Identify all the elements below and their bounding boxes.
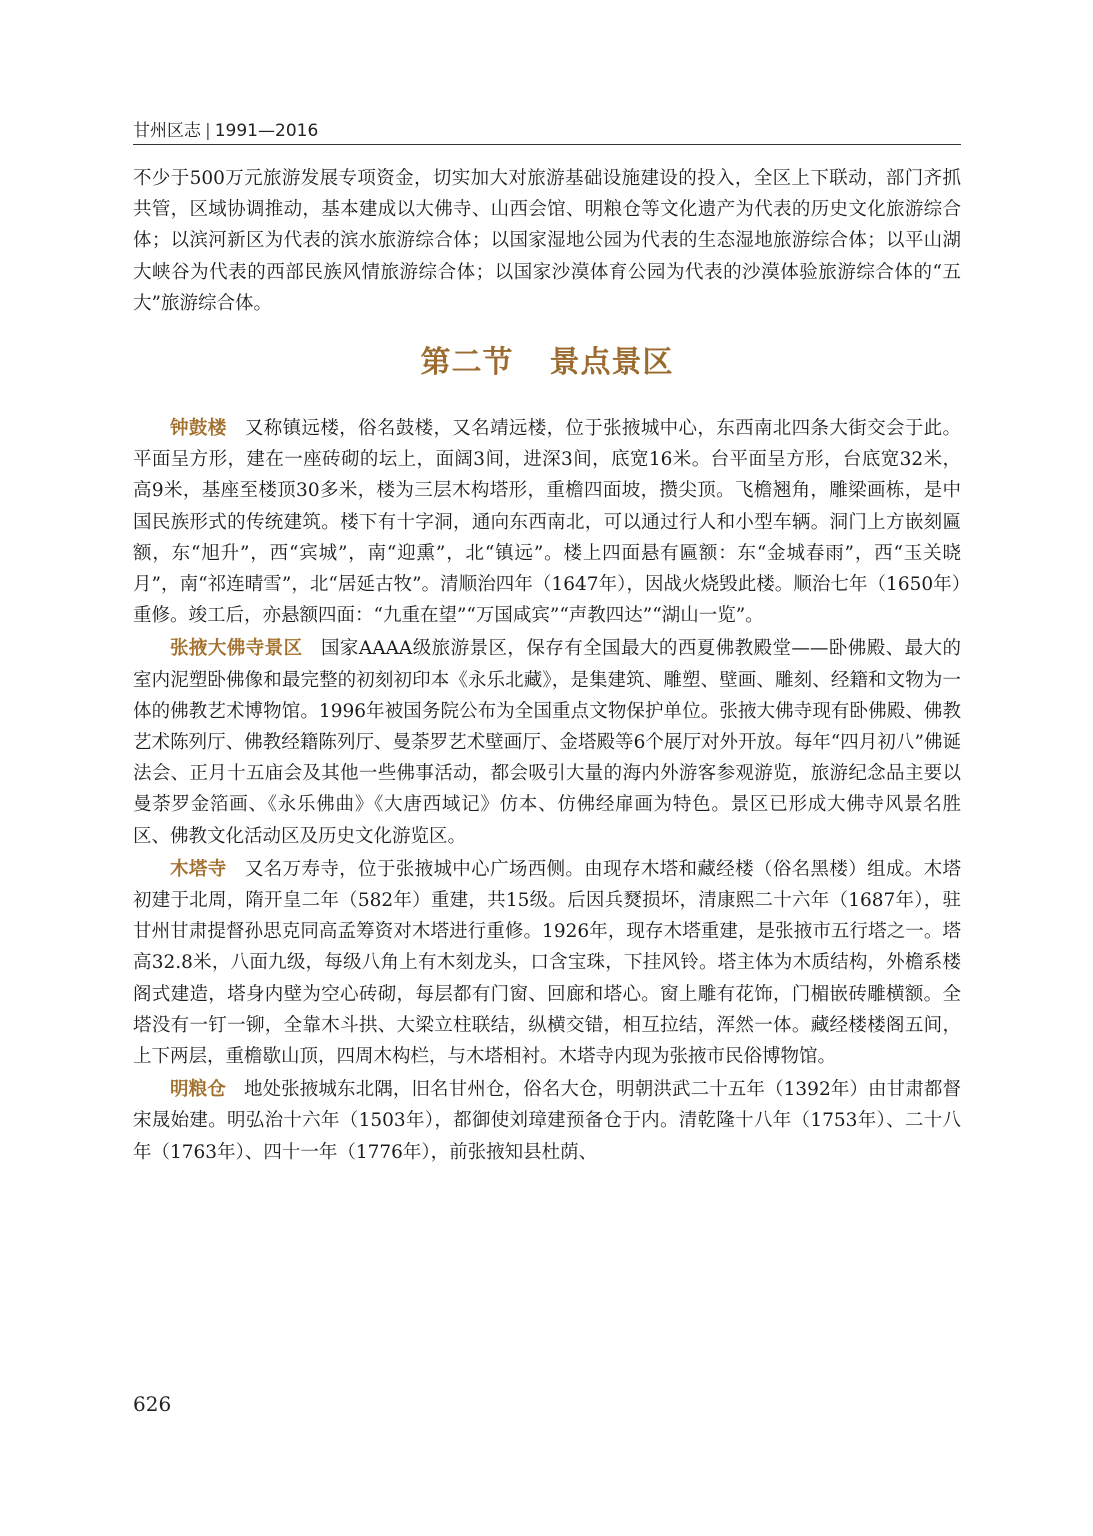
entry-paragraph: [133, 413, 961, 631]
entry-term: 张掖大佛寺景区: [170, 638, 303, 660]
section-name: 景点景区: [549, 345, 674, 381]
header-separator: |: [205, 121, 211, 141]
entry-paragraph: [133, 633, 961, 851]
header-rule: [133, 144, 961, 145]
book-title: 甘州区志: [133, 121, 201, 141]
intro-paragraph: 不少于500万元旅游发展专项资金，切实加大对旅游基础设施建设的投入，全区上下联动，部门齐抓共管，区域协调推动，基本建成以大佛寺、山西会馆、明粮仓等文化遗产为代表的历史文化旅游综合体；以滨河新区为代表的滨水旅游综合体；以国家湿地公园为代表的生态湿地旅游综合体；以平山湖大峡谷为代表的西部民族风情旅游综合体；以国家沙漠体育公园为代表的沙漠体验旅游综合体的“五大”旅游综合体。: [133, 168, 961, 314]
entry-paragraph: [133, 854, 961, 1072]
running-header: [133, 120, 961, 142]
entry-term: 木塔寺: [170, 858, 227, 880]
entry-text: 地处张掖城东北隅，旧名甘州仓，俗名大仓，明朝洪武二十五年（1392年）由甘肃都督宋晟始建。明弘治十六年（1503年），都御使刘璋建预备仓于内。清乾隆十八年（1753年）、二十八年（1763年）、四十一年（1776年），前张掖知县杜荫、: [133, 1079, 961, 1163]
entry-text: 又名万寿寺，位于张掖城中心广场西侧。由现存木塔和藏经楼（俗名黑楼）组成。木塔初建于北周，隋开皇二年（582年）重建，共15级。后因兵燹损坏，清康熙二十六年（1687年），驻甘州甘肃提督孙思克同高孟筹资对木塔进行重修。1926年，现存木塔重建，是张掖市五行塔之一。塔高32.8米，八面九级，每级八角上有木刻龙头，口含宝珠，下挂风铃。塔主体为木质结构，外檐系楼阁式建造，塔身内壁为空心砖砌，每层都有门窗、回廊和塔心。窗上雕有花饰，门楣嵌砖雕横额。全塔没有一钉一铆，全靠木斗拱、大梁立柱联结，纵横交错，相互拉结，浑然一体。藏经楼楼阁五间，上下两层，重檐歇山顶，四周木构栏，与木塔相衬。木塔寺内现为张掖市民俗博物馆。: [133, 858, 961, 1068]
entry-text: 国家AAAA级旅游景区，保存有全国最大的西夏佛教殿堂——卧佛殿、最大的室内泥塑卧佛像和最完整的初刻初印本《永乐北藏》，是集建筑、雕塑、壁画、雕刻、经籍和文物为一体的佛教艺术博物馆。1996年被国务院公布为全国重点文物保护单位。张掖大佛寺现有卧佛殿、佛教艺术陈列厅、佛教经籍陈列厅、曼荼罗艺术壁画厅、金塔殿等6个展厅对外开放。每年“四月初八”佛诞法会、正月十五庙会及其他一些佛事活动，都会吸引大量的海内外游客参观游览，旅游纪念品主要以曼荼罗金箔画、《永乐佛曲》《大唐西域记》仿本、仿佛经扉画为特色。景区已形成大佛寺风景名胜区、佛教文化活动区及历史文化游览区。: [133, 638, 961, 847]
entry-term: 明粮仓: [170, 1079, 226, 1101]
entry-term: 钟鼓楼: [170, 418, 227, 440]
entry-paragraph: [133, 1074, 961, 1168]
section-title: [133, 343, 961, 383]
page-content: [133, 163, 961, 1170]
section-number: 第二节: [420, 345, 514, 381]
entry-text: 又称镇远楼，俗名鼓楼，又名靖远楼，位于张掖城中心，东西南北四条大街交会于此。平面呈方形，建在一座砖砌的坛上，面阔3间，进深3间，底宽16米。台平面呈方形，台底宽32米，高9米，基座至楼顶30多米，楼为三层木构塔形，重檐四面坡，攒尖顶。飞檐翘角，雕梁画栋，是中国民族形式的传统建筑。楼下有十字洞，通向东西南北，可以通过行人和小型车辆。洞门上方嵌刻匾额，东“旭升”，西“宾城”，南“迎熏”，北“镇远”。楼上四面悬有匾额：东“金城春雨”，西“玉关晓月”，南“祁连晴雪”，北“居延古牧”。清顺治四年（1647年），因战火烧毁此楼。顺治七年（1650年）重修。竣工后，亦悬额四面：“九重在望”“万国咸宾”“声教四达”“湖山一览”。: [133, 418, 961, 627]
page-number: 626: [133, 1392, 172, 1416]
book-years: 1991—2016: [214, 121, 319, 141]
